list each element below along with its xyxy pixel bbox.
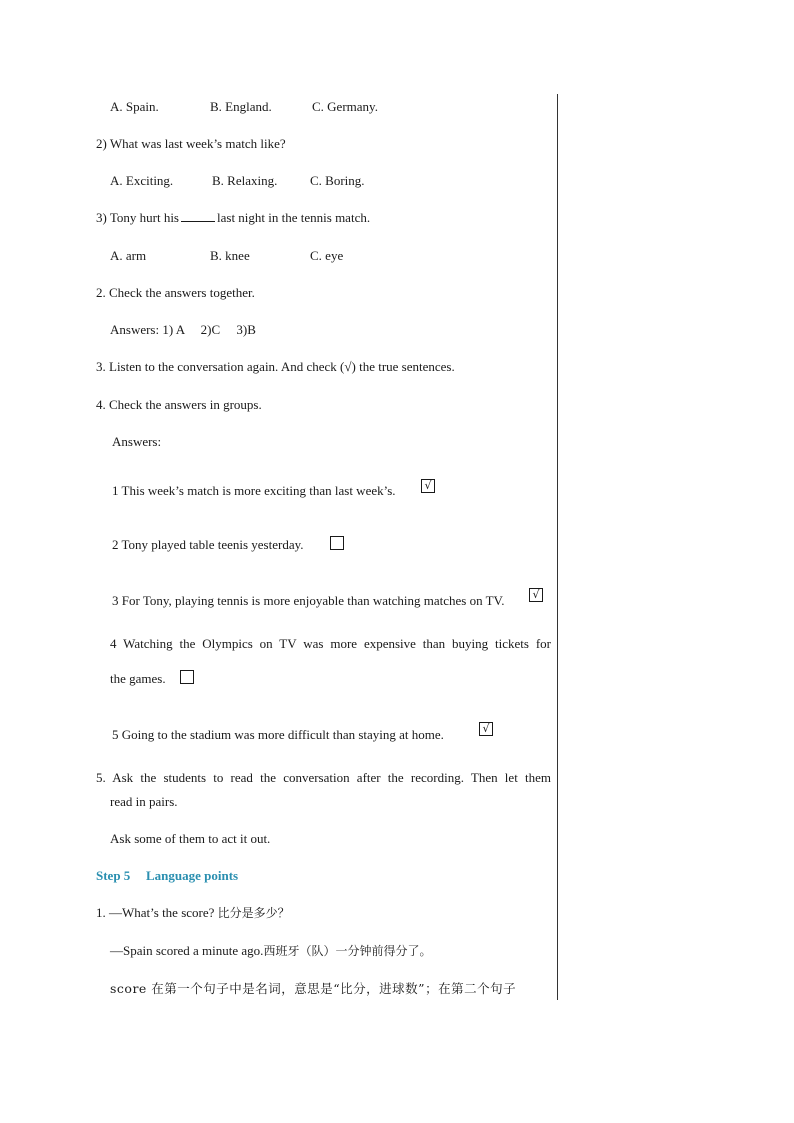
q2-option-c: C. Boring. xyxy=(310,173,365,188)
q3-question-after: last night in the tennis match. xyxy=(217,210,371,225)
statement-4-checkbox xyxy=(180,670,194,684)
statement-4-line-1: 4 Watching the Olympics on TV was more expensive than buying tickets for xyxy=(110,636,551,651)
q3-question xyxy=(96,210,370,226)
lp1-note: score 在第一个句子中是名词，意思是“比分，进球数”；在第二个句子 xyxy=(110,981,517,996)
item-4: 4. Check the answers in groups. xyxy=(96,397,262,412)
item-2-answers: Answers: 1) A 2)C 3)B xyxy=(110,322,256,337)
statement-3: 3 For Tony, playing tennis is more enjoyable than watching matches on TV. xyxy=(112,593,505,608)
lp1-question xyxy=(96,905,290,921)
answers-label: Answers: xyxy=(112,434,162,449)
lp1-question-cn: 比分是多少？ xyxy=(217,906,290,920)
q3-option-a: A. arm xyxy=(110,248,147,263)
statement-1: 1 This week’s match is more exciting than last week’s. xyxy=(112,483,396,498)
item-2: 2. Check the answers together. xyxy=(96,285,255,300)
statement-5-checkbox: √ xyxy=(479,722,493,736)
item-3: 3. Listen to the conversation again. And check (√) the true sentences. xyxy=(96,359,455,374)
q3-option-c: C. eye xyxy=(310,248,344,263)
q3-blank xyxy=(181,210,215,222)
lp1-question-en: 1. —What’s the score? xyxy=(96,905,215,920)
q3-option-b: B. knee xyxy=(210,248,250,263)
q2-option-a: A. Exciting. xyxy=(110,173,174,188)
statement-2: 2 Tony played table teenis yesterday. xyxy=(112,537,304,552)
lp1-answer-cn: 西班牙（队）一分钟前得分了。 xyxy=(263,944,432,958)
q1-option-b: B. England. xyxy=(210,99,272,114)
item-5-line-1: 5. Ask the students to read the conversation after the recording. Then let them xyxy=(96,770,551,785)
statement-1-checkbox: √ xyxy=(421,479,435,493)
q2-question: 2) What was last week’s match like? xyxy=(96,136,286,151)
statement-3-checkbox: √ xyxy=(529,588,543,602)
item-5-line-2: read in pairs. xyxy=(110,794,178,809)
statement-4-line-2: the games. xyxy=(110,671,166,686)
page-margin-line xyxy=(557,94,558,1000)
statement-2-checkbox xyxy=(330,536,344,550)
step-5-title: Language points xyxy=(146,868,239,883)
step-5-label: Step 5 xyxy=(96,868,131,883)
lp1-answer-en: —Spain scored a minute ago. xyxy=(110,943,264,958)
q1-option-a: A. Spain. xyxy=(110,99,159,114)
item-5-line-3: Ask some of them to act it out. xyxy=(110,831,271,846)
statement-5: 5 Going to the stadium was more difficult than staying at home. xyxy=(112,727,444,742)
lp1-answer xyxy=(110,943,431,959)
q1-option-c: C. Germany. xyxy=(312,99,378,114)
q3-question-before: 3) Tony hurt his xyxy=(96,210,179,225)
q2-option-b: B. Relaxing. xyxy=(212,173,278,188)
